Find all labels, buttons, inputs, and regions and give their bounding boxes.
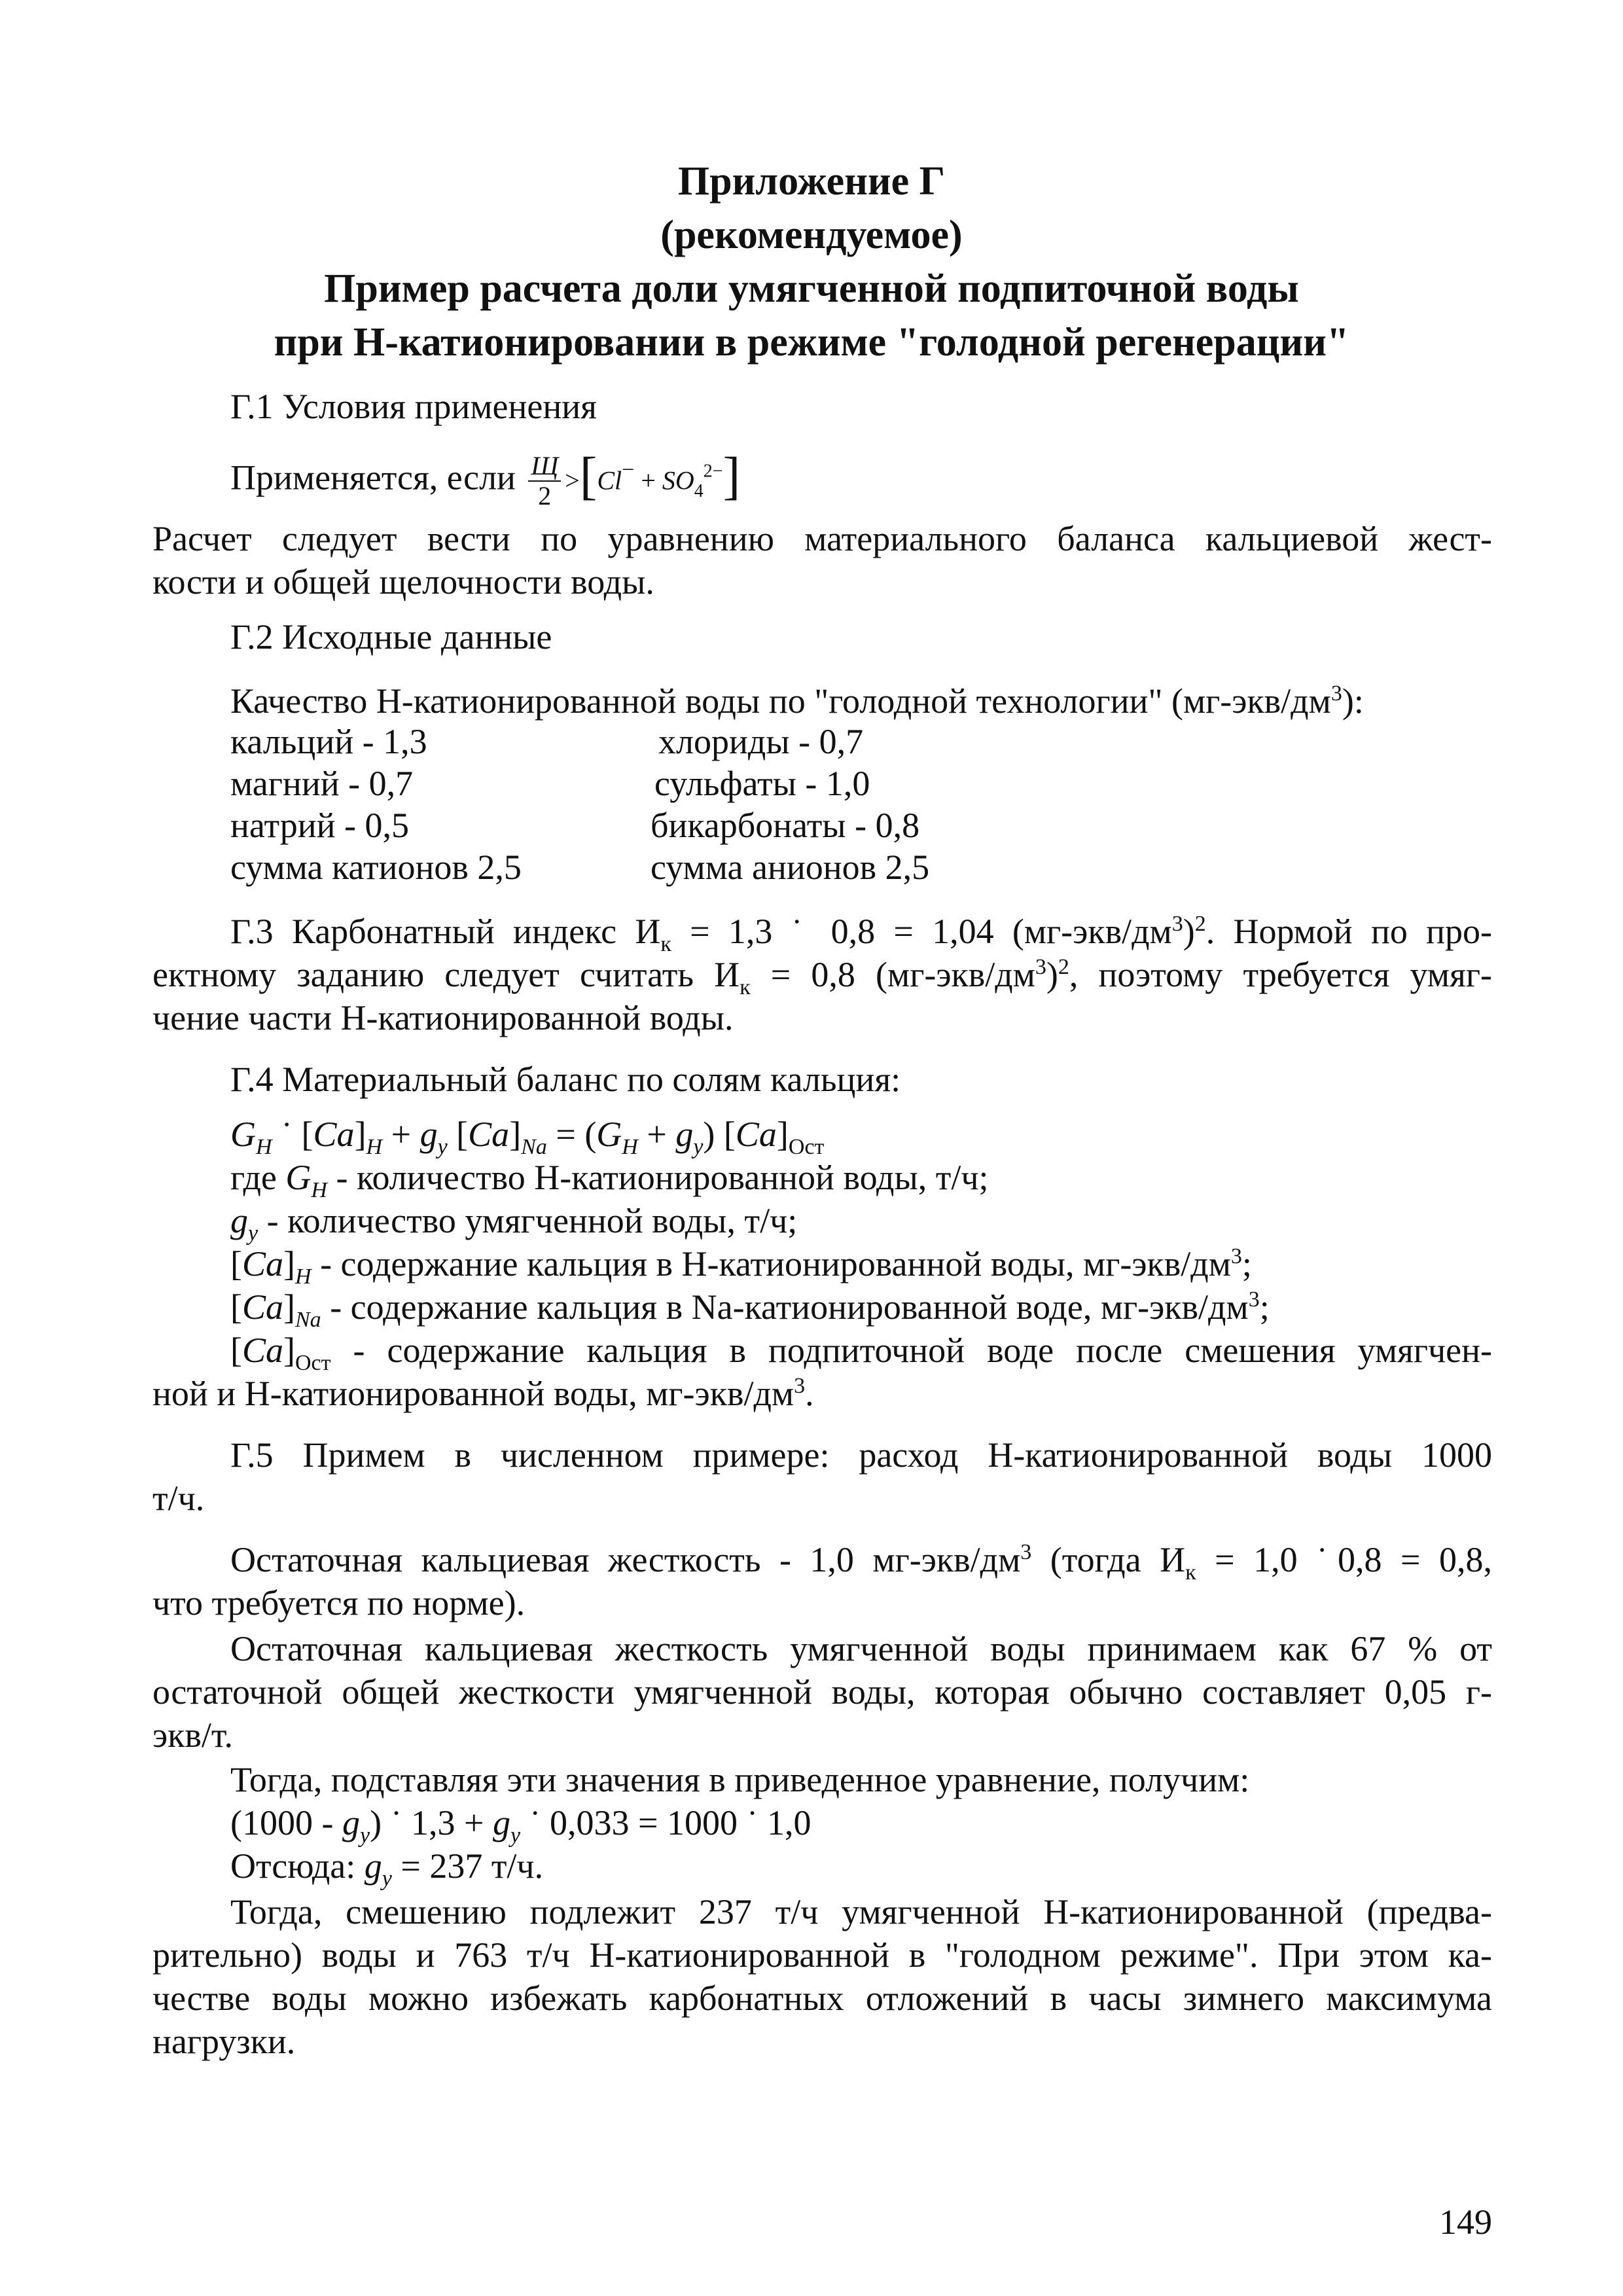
chloride-symbol: Cl	[597, 465, 622, 495]
section-g1-heading: Г.1 Условия применения	[230, 387, 597, 426]
condition-fraction	[528, 452, 561, 511]
conclusion-line3: честве воды можно избежать карбонатных отложений в часы зимнего максимума	[152, 1979, 1492, 2018]
page-number: 149	[1439, 2202, 1492, 2242]
definition-ca-ost-line2: ной и Н-катионированной воды, $мг-экв/дм^3$.	[152, 1374, 814, 1413]
condition-prefix: Применяется, если	[230, 457, 516, 497]
conclusion-line2: рительно) воды и 763 т/ч Н-катионированной в "голодном режиме". При этом ка-	[152, 1935, 1492, 1975]
residual-hardness-line1: Остаточная кальциевая жесткость - 1,0 $мг-экв/дм^3$ (тогда $И_к = 1,0$ ˙0,8 = 0,8,	[230, 1540, 1492, 1585]
result-line: Отсюда: $g_y = 237$ т/ч.	[230, 1846, 544, 1891]
cation-sodium: натрий - 0,5	[230, 806, 410, 845]
residual-hardness-line2: что требуется по норме).	[152, 1583, 526, 1623]
definition-gy: $g_y$ - количество умягченной воды, т/ч;	[230, 1201, 798, 1246]
anion-chlorides: хлориды - 0,7	[658, 722, 864, 761]
appendix-heading-line2: при Н-катионировании в режиме "голодной регенерации"	[274, 320, 1349, 365]
g5-line2: т/ч.	[152, 1479, 205, 1518]
g3-line1: Г.3 Карбонатный индекс $И_к = 1,3$ ˙ 0,8 = 1,04 $(мг-экв/дм^3)^2$. Нормой по про-	[230, 912, 1493, 956]
fraction-denominator: 2	[538, 481, 552, 511]
cation-sum: сумма катионов 2,5	[230, 848, 522, 887]
anion-sulfates: сульфаты - 1,0	[654, 764, 870, 803]
appendix-heading-line1: Пример расчета доли умягченной подпиточной воды	[324, 266, 1299, 311]
section-g4-heading: Г.4 Материальный баланс по солям кальция:	[230, 1060, 901, 1099]
appendix-subtitle: (рекомендуемое)	[660, 213, 963, 257]
g1-paragraph-line2: кости и общей щелочности воды.	[152, 562, 654, 601]
anion-bicarbonates: бикарбонаты - 0,8	[651, 806, 920, 845]
cation-calcium: кальций - 1,3	[230, 722, 427, 761]
substitution-sentence: Тогда, подставляя эти значения в приведенное уравнение, получим:	[230, 1760, 1250, 1799]
substitution-equation: $(1000 - g_y)$ ˙ $1,3 + g_y$ ˙ 0,033 = 1000 ˙ 1,0	[230, 1803, 812, 1848]
conclusion-line1: Тогда, смешению подлежит 237 т/ч умягченной Н-катионированной (предва-	[230, 1892, 1492, 1931]
fraction-numerator: Щ	[528, 452, 561, 482]
softened-hardness-line3: экв/т.	[152, 1715, 233, 1755]
balance-equation: $G_H$ ˙ $[Ca]_H + g_y$ $[Ca]_{Na} = (G_H + g_y)$ $[Ca]_{Ост}$	[230, 1115, 825, 1159]
g1-paragraph-line1: Расчет следует вести по уравнению материального баланса кальциевой жест-	[152, 519, 1492, 558]
appendix-title: Приложение Г	[677, 159, 946, 204]
quality-line: Качество Н-катионированной воды по "голодной технологии" $(мг-экв/дм^3)$:	[230, 681, 1364, 721]
section-g2-heading: Г.2 Исходные данные	[230, 617, 552, 656]
g5-line1: Г.5 Примем в численном примере: расход Н-катионированной воды 1000	[230, 1435, 1492, 1475]
g3-line2: ектному заданию следует считать $И_к = 0,8$ $(мг-экв/дм^3)^2$, поэтому требуется умяг-	[152, 955, 1492, 999]
softened-hardness-line1: Остаточная кальциевая жесткость умягченной воды принимаем как 67 % от	[230, 1629, 1492, 1668]
conclusion-line4: нагрузки.	[152, 2022, 296, 2061]
g3-line3: чение части Н-катионированной воды.	[152, 998, 734, 1037]
softened-hardness-line2: остаточной общей жесткости умягченной воды, которая обычно составляет 0,05 г-	[152, 1672, 1492, 1712]
definition-ca-na: $[Ca]_{Na}$ - содержание кальция в Na-катионированной воде, $мг-экв/дм^3$;	[230, 1287, 1270, 1332]
definition-gh: где $G_H$ - количество Н-катионированной воды, т/ч;	[230, 1158, 989, 1202]
definition-ca-h: $[Ca]_H$ - содержание кальция в Н-катионированной воды, $мг-экв/дм^3$;	[230, 1244, 1252, 1289]
sulfate-symbol: SO	[662, 465, 694, 495]
cation-magnesium: магний - 0,7	[230, 764, 414, 803]
condition-line: Применяется, если $\frac{Щ}{2}$ $>[Cl^- + SO_4^{2-}]$	[230, 447, 741, 511]
definition-ca-ost-line1: $[Ca]_{Ост}$ - содержание кальция в подпиточной воде после смешения умягчен-	[230, 1331, 1492, 1375]
anion-sum: сумма анионов 2,5	[651, 848, 930, 887]
